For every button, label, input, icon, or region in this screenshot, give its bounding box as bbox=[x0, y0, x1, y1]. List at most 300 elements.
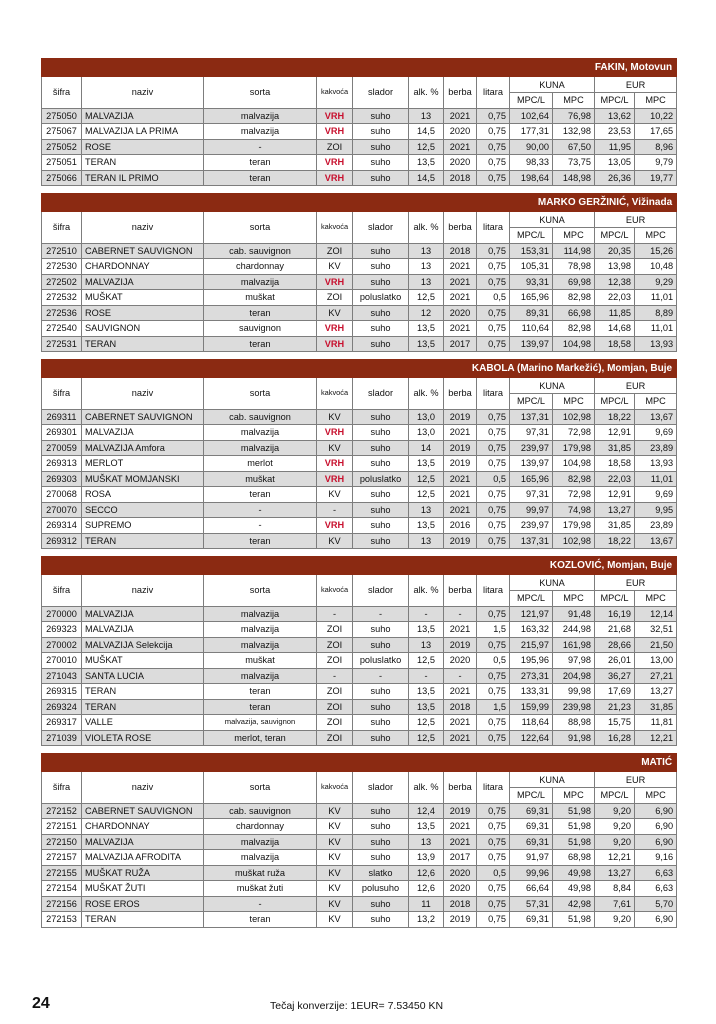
vintage-cell: 2019 bbox=[444, 533, 477, 549]
sugar-cell: poluslatko bbox=[353, 471, 409, 487]
volume-cell: 0,75 bbox=[477, 533, 510, 549]
eur-price-cell: 11,01 bbox=[635, 290, 677, 306]
eur-price-cell: 11,81 bbox=[635, 715, 677, 731]
col-header-kuna: KUNA bbox=[510, 772, 595, 788]
name-cell: TERAN bbox=[82, 912, 204, 928]
sugar-cell: suho bbox=[353, 124, 409, 140]
kn-price-cell: 73,75 bbox=[553, 155, 595, 171]
variety-cell: - bbox=[204, 139, 317, 155]
code-cell: 269312 bbox=[42, 533, 82, 549]
eur-per-l-cell: 18,58 bbox=[595, 336, 635, 352]
variety-cell: - bbox=[204, 896, 317, 912]
variety-cell: malvazija, sauvignon bbox=[204, 715, 317, 731]
vintage-cell: 2021 bbox=[444, 715, 477, 731]
variety-cell: malvazija bbox=[204, 834, 317, 850]
kn-per-l-cell: 97,31 bbox=[510, 425, 553, 441]
eur-per-l-cell: 16,28 bbox=[595, 730, 635, 746]
volume-cell: 0,5 bbox=[477, 653, 510, 669]
code-cell: 275050 bbox=[42, 108, 82, 124]
table-row bbox=[42, 606, 677, 622]
kn-price-cell: 97,98 bbox=[553, 653, 595, 669]
col-header-kakvoca: kakvoća bbox=[317, 772, 353, 804]
col-header-kuna: KUNA bbox=[510, 77, 595, 93]
code-cell: 272540 bbox=[42, 321, 82, 337]
sugar-cell: suho bbox=[353, 274, 409, 290]
alcohol-cell: - bbox=[409, 606, 444, 622]
alcohol-cell: 14 bbox=[409, 440, 444, 456]
kn-price-cell: 72,98 bbox=[553, 487, 595, 503]
table-row bbox=[42, 637, 677, 653]
producer-table bbox=[41, 58, 677, 186]
volume-cell: 0,75 bbox=[477, 637, 510, 653]
table-row bbox=[42, 425, 677, 441]
col-header-berba: berba bbox=[444, 77, 477, 109]
page-number: 24 bbox=[32, 995, 50, 1012]
table-row bbox=[42, 139, 677, 155]
eur-price-cell: 17,65 bbox=[635, 124, 677, 140]
name-cell: MUŠKAT bbox=[82, 290, 204, 306]
kn-price-cell: 49,98 bbox=[553, 881, 595, 897]
table-row bbox=[42, 487, 677, 503]
kn-per-l-cell: 163,32 bbox=[510, 622, 553, 638]
quality-cell: KV bbox=[317, 834, 353, 850]
vintage-cell: 2021 bbox=[444, 684, 477, 700]
kn-per-l-cell: 89,31 bbox=[510, 305, 553, 321]
kn-per-l-cell: 153,31 bbox=[510, 243, 553, 259]
col-header-litara: litara bbox=[477, 575, 510, 607]
vintage-cell: 2021 bbox=[444, 471, 477, 487]
col-header-mpcl: MPC/L bbox=[595, 591, 635, 607]
kn-per-l-cell: 91,97 bbox=[510, 850, 553, 866]
sugar-cell: suho bbox=[353, 850, 409, 866]
variety-cell: merlot bbox=[204, 456, 317, 472]
col-header-mpc: MPC bbox=[635, 591, 677, 607]
code-cell: 269314 bbox=[42, 518, 82, 534]
code-cell: 272155 bbox=[42, 865, 82, 881]
col-header-slador: slador bbox=[353, 772, 409, 804]
variety-cell: teran bbox=[204, 533, 317, 549]
vintage-cell: 2019 bbox=[444, 440, 477, 456]
vintage-cell: 2021 bbox=[444, 274, 477, 290]
name-cell: MALVAZIJA bbox=[82, 622, 204, 638]
sugar-cell: suho bbox=[353, 409, 409, 425]
sugar-cell: suho bbox=[353, 305, 409, 321]
kn-per-l-cell: 133,31 bbox=[510, 684, 553, 700]
quality-cell: ZOI bbox=[317, 653, 353, 669]
kn-price-cell: 91,98 bbox=[553, 730, 595, 746]
vintage-cell: 2018 bbox=[444, 243, 477, 259]
alcohol-cell: 13,0 bbox=[409, 409, 444, 425]
col-header-berba: berba bbox=[444, 575, 477, 607]
sugar-cell: suho bbox=[353, 637, 409, 653]
volume-cell: 0,75 bbox=[477, 170, 510, 186]
vintage-cell: 2021 bbox=[444, 622, 477, 638]
col-header-mpc: MPC bbox=[553, 93, 595, 109]
vintage-cell: 2019 bbox=[444, 456, 477, 472]
table-row bbox=[42, 668, 677, 684]
alcohol-cell: 13,5 bbox=[409, 684, 444, 700]
sugar-cell: suho bbox=[353, 502, 409, 518]
col-header-kakvoca: kakvoća bbox=[317, 575, 353, 607]
col-header-berba: berba bbox=[444, 212, 477, 244]
table-row bbox=[42, 819, 677, 835]
alcohol-cell: 11 bbox=[409, 896, 444, 912]
eur-per-l-cell: 28,66 bbox=[595, 637, 635, 653]
kn-per-l-cell: 137,31 bbox=[510, 533, 553, 549]
kn-price-cell: 99,98 bbox=[553, 684, 595, 700]
eur-per-l-cell: 31,85 bbox=[595, 518, 635, 534]
sugar-cell: - bbox=[353, 606, 409, 622]
kn-price-cell: 91,48 bbox=[553, 606, 595, 622]
eur-per-l-cell: 12,38 bbox=[595, 274, 635, 290]
eur-price-cell: 12,21 bbox=[635, 730, 677, 746]
sugar-cell: suho bbox=[353, 533, 409, 549]
vintage-cell: 2020 bbox=[444, 653, 477, 669]
kn-price-cell: 78,98 bbox=[553, 259, 595, 275]
quality-cell: VRH bbox=[317, 124, 353, 140]
quality-cell: VRH bbox=[317, 170, 353, 186]
col-header-alk: alk. % bbox=[409, 575, 444, 607]
kn-price-cell: 49,98 bbox=[553, 865, 595, 881]
volume-cell: 0,75 bbox=[477, 518, 510, 534]
quality-cell: ZOI bbox=[317, 637, 353, 653]
col-header-sorta: sorta bbox=[204, 212, 317, 244]
quality-cell: ZOI bbox=[317, 290, 353, 306]
kn-price-cell: 114,98 bbox=[553, 243, 595, 259]
variety-cell: teran bbox=[204, 305, 317, 321]
kn-per-l-cell: 98,33 bbox=[510, 155, 553, 171]
volume-cell: 0,75 bbox=[477, 155, 510, 171]
eur-per-l-cell: 26,01 bbox=[595, 653, 635, 669]
producer-name: FAKIN, Motovun bbox=[42, 59, 677, 77]
kn-price-cell: 102,98 bbox=[553, 533, 595, 549]
variety-cell: malvazija bbox=[204, 850, 317, 866]
kn-per-l-cell: 137,31 bbox=[510, 409, 553, 425]
kn-per-l-cell: 118,64 bbox=[510, 715, 553, 731]
col-header-litara: litara bbox=[477, 378, 510, 410]
col-header-mpcl: MPC/L bbox=[595, 228, 635, 244]
alcohol-cell: 13,5 bbox=[409, 336, 444, 352]
table-row bbox=[42, 834, 677, 850]
alcohol-cell: - bbox=[409, 668, 444, 684]
sugar-cell: suho bbox=[353, 896, 409, 912]
quality-cell: ZOI bbox=[317, 730, 353, 746]
alcohol-cell: 13 bbox=[409, 502, 444, 518]
kn-per-l-cell: 57,31 bbox=[510, 896, 553, 912]
table-row bbox=[42, 170, 677, 186]
vintage-cell: - bbox=[444, 606, 477, 622]
sugar-cell: suho bbox=[353, 336, 409, 352]
sugar-cell: suho bbox=[353, 139, 409, 155]
col-header-mpcl: MPC/L bbox=[595, 788, 635, 804]
alcohol-cell: 12,5 bbox=[409, 471, 444, 487]
table-row bbox=[42, 409, 677, 425]
eur-per-l-cell: 13,98 bbox=[595, 259, 635, 275]
quality-cell: KV bbox=[317, 896, 353, 912]
kn-price-cell: 51,98 bbox=[553, 803, 595, 819]
eur-price-cell: 9,16 bbox=[635, 850, 677, 866]
eur-price-cell: 10,48 bbox=[635, 259, 677, 275]
alcohol-cell: 12,5 bbox=[409, 715, 444, 731]
kn-price-cell: 244,98 bbox=[553, 622, 595, 638]
name-cell: MUŠKAT RUŽA bbox=[82, 865, 204, 881]
eur-price-cell: 6,63 bbox=[635, 865, 677, 881]
kn-per-l-cell: 165,96 bbox=[510, 471, 553, 487]
variety-cell: cab. sauvignon bbox=[204, 243, 317, 259]
quality-cell: VRH bbox=[317, 155, 353, 171]
col-header-mpcl: MPC/L bbox=[595, 93, 635, 109]
variety-cell: malvazija bbox=[204, 108, 317, 124]
sugar-cell: suho bbox=[353, 834, 409, 850]
volume-cell: 1,5 bbox=[477, 699, 510, 715]
sugar-cell: suho bbox=[353, 487, 409, 503]
vintage-cell: 2021 bbox=[444, 487, 477, 503]
name-cell: TERAN bbox=[82, 684, 204, 700]
name-cell: TERAN bbox=[82, 533, 204, 549]
vintage-cell: 2021 bbox=[444, 108, 477, 124]
variety-cell: teran bbox=[204, 155, 317, 171]
quality-cell: VRH bbox=[317, 471, 353, 487]
table-row bbox=[42, 305, 677, 321]
table-row bbox=[42, 471, 677, 487]
vintage-cell: 2017 bbox=[444, 336, 477, 352]
variety-cell: chardonnay bbox=[204, 259, 317, 275]
alcohol-cell: 13 bbox=[409, 274, 444, 290]
alcohol-cell: 13,0 bbox=[409, 425, 444, 441]
kn-per-l-cell: 99,97 bbox=[510, 502, 553, 518]
variety-cell: malvazija bbox=[204, 637, 317, 653]
exchange-rate-note: Tečaj konverzije: 1EUR= 7.53450 KN bbox=[270, 1000, 444, 1012]
kn-per-l-cell: 177,31 bbox=[510, 124, 553, 140]
volume-cell: 0,75 bbox=[477, 668, 510, 684]
kn-per-l-cell: 239,97 bbox=[510, 440, 553, 456]
col-header-eur: EUR bbox=[595, 77, 677, 93]
col-header-sorta: sorta bbox=[204, 77, 317, 109]
name-cell: VIOLETA ROSE bbox=[82, 730, 204, 746]
eur-price-cell: 6,90 bbox=[635, 834, 677, 850]
eur-price-cell: 12,14 bbox=[635, 606, 677, 622]
kn-price-cell: 51,98 bbox=[553, 912, 595, 928]
name-cell: SAUVIGNON bbox=[82, 321, 204, 337]
quality-cell: KV bbox=[317, 409, 353, 425]
producer-table bbox=[41, 193, 677, 352]
name-cell: TERAN IL PRIMO bbox=[82, 170, 204, 186]
eur-price-cell: 13,93 bbox=[635, 336, 677, 352]
eur-price-cell: 13,67 bbox=[635, 533, 677, 549]
col-header-mpcl: MPC/L bbox=[510, 788, 553, 804]
kn-price-cell: 74,98 bbox=[553, 502, 595, 518]
kn-per-l-cell: 159,99 bbox=[510, 699, 553, 715]
sugar-cell: suho bbox=[353, 456, 409, 472]
name-cell: MALVAZIJA AFRODITA bbox=[82, 850, 204, 866]
eur-price-cell: 6,63 bbox=[635, 881, 677, 897]
col-header-sifra: šifra bbox=[42, 378, 82, 410]
col-header-kakvoca: kakvoća bbox=[317, 212, 353, 244]
col-header-naziv: naziv bbox=[82, 575, 204, 607]
col-header-sifra: šifra bbox=[42, 575, 82, 607]
quality-cell: KV bbox=[317, 533, 353, 549]
variety-cell: chardonnay bbox=[204, 819, 317, 835]
code-cell: 275066 bbox=[42, 170, 82, 186]
eur-price-cell: 8,89 bbox=[635, 305, 677, 321]
sugar-cell: suho bbox=[353, 803, 409, 819]
kn-price-cell: 66,98 bbox=[553, 305, 595, 321]
vintage-cell: 2020 bbox=[444, 305, 477, 321]
table-row bbox=[42, 124, 677, 140]
col-header-naziv: naziv bbox=[82, 378, 204, 410]
col-header-slador: slador bbox=[353, 378, 409, 410]
eur-per-l-cell: 12,21 bbox=[595, 850, 635, 866]
alcohol-cell: 13,9 bbox=[409, 850, 444, 866]
variety-cell: - bbox=[204, 502, 317, 518]
variety-cell: teran bbox=[204, 699, 317, 715]
name-cell: MALVAZIJA LA PRIMA bbox=[82, 124, 204, 140]
eur-per-l-cell: 14,68 bbox=[595, 321, 635, 337]
variety-cell: muškat žuti bbox=[204, 881, 317, 897]
variety-cell: teran bbox=[204, 684, 317, 700]
volume-cell: 0,75 bbox=[477, 274, 510, 290]
table-row bbox=[42, 803, 677, 819]
col-header-sifra: šifra bbox=[42, 212, 82, 244]
variety-cell: sauvignon bbox=[204, 321, 317, 337]
variety-cell: teran bbox=[204, 912, 317, 928]
col-header-mpc: MPC bbox=[553, 394, 595, 410]
volume-cell: 0,75 bbox=[477, 730, 510, 746]
eur-price-cell: 10,22 bbox=[635, 108, 677, 124]
alcohol-cell: 12,4 bbox=[409, 803, 444, 819]
alcohol-cell: 14,5 bbox=[409, 124, 444, 140]
col-header-mpc: MPC bbox=[553, 228, 595, 244]
volume-cell: 0,75 bbox=[477, 425, 510, 441]
volume-cell: 0,5 bbox=[477, 865, 510, 881]
alcohol-cell: 13,5 bbox=[409, 518, 444, 534]
name-cell: MALVAZIJA bbox=[82, 108, 204, 124]
volume-cell: 0,75 bbox=[477, 124, 510, 140]
kn-price-cell: 88,98 bbox=[553, 715, 595, 731]
vintage-cell: 2018 bbox=[444, 699, 477, 715]
table-row bbox=[42, 699, 677, 715]
name-cell: MERLOT bbox=[82, 456, 204, 472]
alcohol-cell: 13 bbox=[409, 243, 444, 259]
variety-cell: malvazija bbox=[204, 124, 317, 140]
col-header-berba: berba bbox=[444, 772, 477, 804]
volume-cell: 0,75 bbox=[477, 108, 510, 124]
name-cell: MALVAZIJA Amfora bbox=[82, 440, 204, 456]
code-cell: 269324 bbox=[42, 699, 82, 715]
sugar-cell: suho bbox=[353, 730, 409, 746]
name-cell: ROSE bbox=[82, 139, 204, 155]
kn-price-cell: 161,98 bbox=[553, 637, 595, 653]
eur-per-l-cell: 15,75 bbox=[595, 715, 635, 731]
volume-cell: 0,75 bbox=[477, 896, 510, 912]
vintage-cell: 2019 bbox=[444, 637, 477, 653]
name-cell: CHARDONNAY bbox=[82, 819, 204, 835]
volume-cell: 0,75 bbox=[477, 684, 510, 700]
code-cell: 272156 bbox=[42, 896, 82, 912]
table-row bbox=[42, 259, 677, 275]
vintage-cell: 2019 bbox=[444, 912, 477, 928]
eur-price-cell: 13,27 bbox=[635, 684, 677, 700]
vintage-cell: 2017 bbox=[444, 850, 477, 866]
alcohol-cell: 13 bbox=[409, 637, 444, 653]
producer-name: KOZLOVIĆ, Momjan, Buje bbox=[42, 557, 677, 575]
eur-price-cell: 9,95 bbox=[635, 502, 677, 518]
quality-cell: VRH bbox=[317, 274, 353, 290]
code-cell: 275051 bbox=[42, 155, 82, 171]
col-header-kakvoca: kakvoća bbox=[317, 378, 353, 410]
kn-per-l-cell: 165,96 bbox=[510, 290, 553, 306]
col-header-litara: litara bbox=[477, 77, 510, 109]
volume-cell: 0,75 bbox=[477, 487, 510, 503]
name-cell: MUŠKAT ŽUTI bbox=[82, 881, 204, 897]
col-header-alk: alk. % bbox=[409, 77, 444, 109]
kn-per-l-cell: 69,31 bbox=[510, 819, 553, 835]
col-header-eur: EUR bbox=[595, 378, 677, 394]
vintage-cell: 2020 bbox=[444, 865, 477, 881]
table-row bbox=[42, 243, 677, 259]
alcohol-cell: 13,5 bbox=[409, 699, 444, 715]
vintage-cell: 2018 bbox=[444, 896, 477, 912]
alcohol-cell: 13,5 bbox=[409, 622, 444, 638]
col-header-kakvoca: kakvoća bbox=[317, 77, 353, 109]
name-cell: VALLE bbox=[82, 715, 204, 731]
vintage-cell: 2019 bbox=[444, 803, 477, 819]
sugar-cell: - bbox=[353, 668, 409, 684]
alcohol-cell: 12,6 bbox=[409, 865, 444, 881]
quality-cell: KV bbox=[317, 803, 353, 819]
name-cell: SUPREMO bbox=[82, 518, 204, 534]
eur-per-l-cell: 12,91 bbox=[595, 425, 635, 441]
eur-per-l-cell: 36,27 bbox=[595, 668, 635, 684]
kn-per-l-cell: 122,64 bbox=[510, 730, 553, 746]
code-cell: 270068 bbox=[42, 487, 82, 503]
quality-cell: KV bbox=[317, 487, 353, 503]
volume-cell: 1,5 bbox=[477, 622, 510, 638]
eur-per-l-cell: 18,22 bbox=[595, 533, 635, 549]
eur-price-cell: 23,89 bbox=[635, 518, 677, 534]
name-cell: CABERNET SAUVIGNON bbox=[82, 803, 204, 819]
producer-name: MATIĆ bbox=[42, 754, 677, 772]
name-cell: TERAN bbox=[82, 336, 204, 352]
quality-cell: VRH bbox=[317, 518, 353, 534]
col-header-eur: EUR bbox=[595, 772, 677, 788]
wine-price-list bbox=[41, 58, 676, 935]
vintage-cell: 2018 bbox=[444, 170, 477, 186]
variety-cell: muškat bbox=[204, 471, 317, 487]
col-header-eur: EUR bbox=[595, 212, 677, 228]
eur-price-cell: 5,70 bbox=[635, 896, 677, 912]
table-row bbox=[42, 440, 677, 456]
col-header-mpcl: MPC/L bbox=[510, 394, 553, 410]
vintage-cell: 2021 bbox=[444, 290, 477, 306]
col-header-slador: slador bbox=[353, 212, 409, 244]
vintage-cell: 2019 bbox=[444, 409, 477, 425]
sugar-cell: poluslatko bbox=[353, 290, 409, 306]
alcohol-cell: 12,5 bbox=[409, 730, 444, 746]
code-cell: 272152 bbox=[42, 803, 82, 819]
alcohol-cell: 14,5 bbox=[409, 170, 444, 186]
col-header-sifra: šifra bbox=[42, 772, 82, 804]
vintage-cell: 2020 bbox=[444, 155, 477, 171]
name-cell: CHARDONNAY bbox=[82, 259, 204, 275]
variety-cell: malvazija bbox=[204, 622, 317, 638]
quality-cell: ZOI bbox=[317, 622, 353, 638]
kn-per-l-cell: 273,31 bbox=[510, 668, 553, 684]
volume-cell: 0,75 bbox=[477, 803, 510, 819]
alcohol-cell: 12,6 bbox=[409, 881, 444, 897]
alcohol-cell: 12,5 bbox=[409, 290, 444, 306]
vintage-cell: 2021 bbox=[444, 730, 477, 746]
